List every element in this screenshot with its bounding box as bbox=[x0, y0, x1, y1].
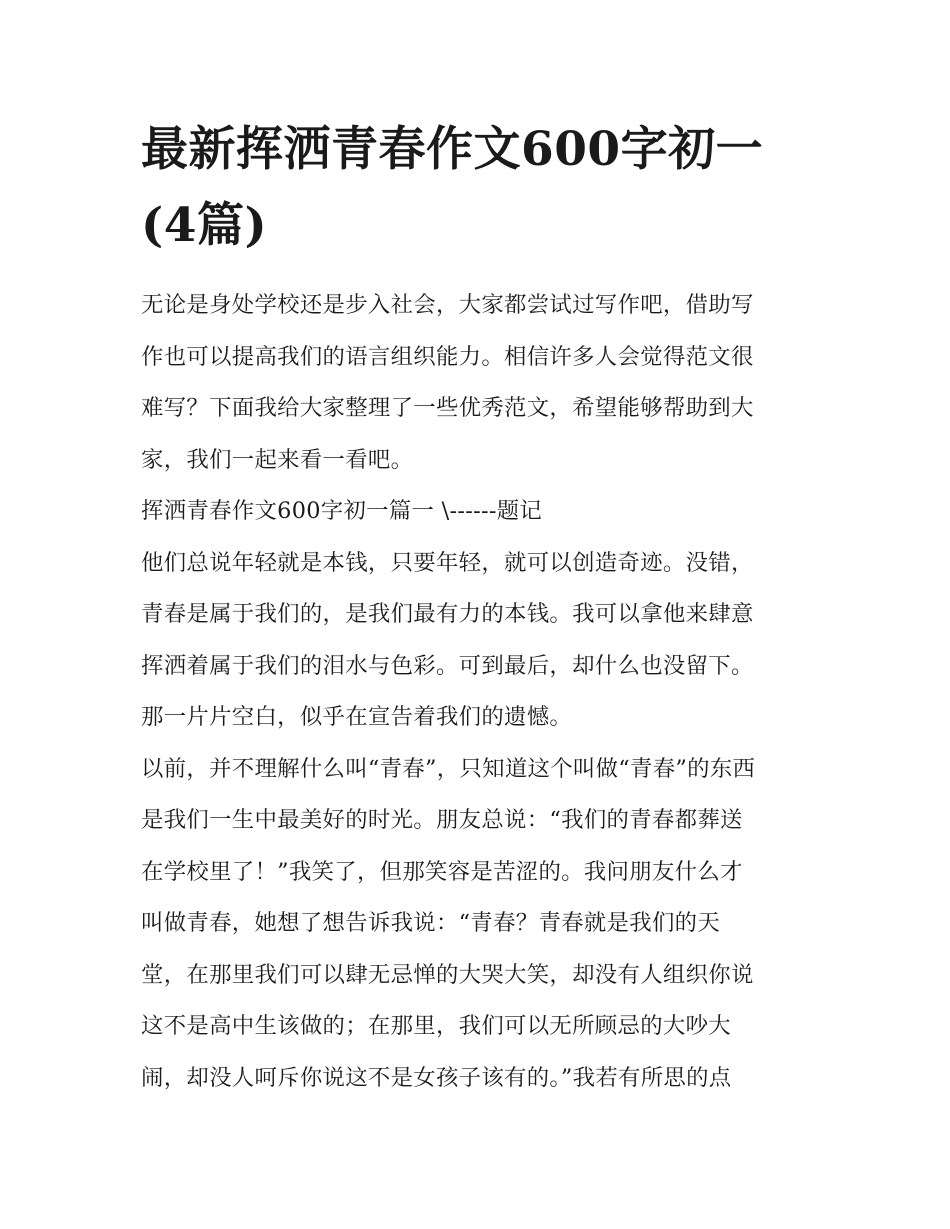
body-paragraph: 他们总说年轻就是本钱，只要年轻，就可以创造奇迹。没错， 青春是属于我们的，是我们最有力的本钱。我可以拿他来肆意 挥洒着属于我们的泪水与色彩。可到最后，却什么也没留下。 那一片片空白，似乎在宣告着我们的遗憾。 bbox=[141, 549, 754, 730]
intro-paragraph: 无论是身处学校还是步入社会，大家都尝试过写作吧，借助写 作也可以提高我们的语言组织能力。相信许多人会觉得范文很 难写？下面我给大家整理了一些优秀范文，希望能够帮助到大 家，我们一起来看一看吧。 bbox=[141, 292, 754, 473]
essay-heading: 挥洒青春作文600字初一篇一 \------题记 bbox=[141, 498, 543, 524]
body-paragraph: 以前，并不理解什么叫“青春”，只知道这个叫做“青春”的东西 是我们一生中最美好的时光。朋友总说：“我们的青春都葬送 在学校里了！”我笑了，但那笑容是苦涩的。我问朋友什么才 叫做青春，她想了想告诉我说：“青春？青春就是我们的天 堂，在那里我们可以肆无忌惮的大哭大笑，却没有人组织你说 这不是高中生该做的；在那里，我们可以无所顾忌的大吵大 闹，却没人呵斥你说这不是女孩子该有的。”我若有所思的点 bbox=[141, 755, 756, 1091]
document-title: 最新挥洒青春作文600字初一 (4篇) bbox=[141, 122, 764, 253]
document-page bbox=[141, 112, 813, 1104]
document-body bbox=[141, 280, 813, 1104]
